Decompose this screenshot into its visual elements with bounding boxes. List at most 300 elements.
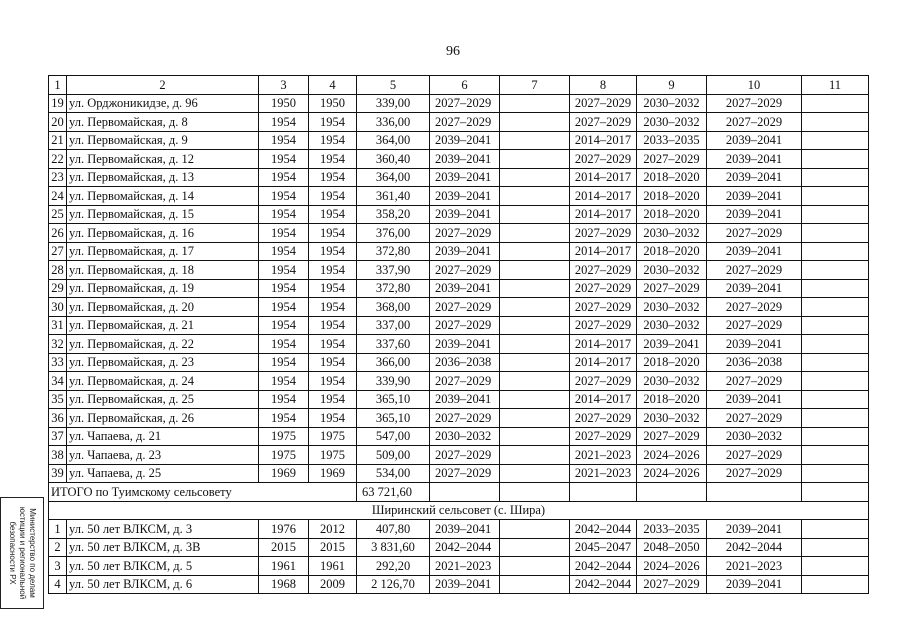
period-10-cell: 2042–2044 [707, 538, 802, 557]
section-title: Ширинский сельсовет (с. Шира) [49, 501, 869, 520]
col-11-cell [802, 335, 869, 354]
area-cell: 372,80 [357, 242, 430, 261]
col-11-cell [802, 187, 869, 206]
col-7-cell [500, 353, 570, 372]
address-cell: ул. 50 лет ВЛКСМ, д. 3В [67, 538, 259, 557]
period-overhaul-cell: 2039–2041 [430, 242, 500, 261]
registration-stamp [0, 497, 44, 609]
period-10-cell: 2027–2029 [707, 446, 802, 465]
col-7-cell [500, 298, 570, 317]
table-row [49, 520, 869, 539]
period-10-cell: 2039–2041 [707, 131, 802, 150]
year-built-cell: 1969 [259, 464, 309, 483]
table-row [49, 427, 869, 446]
address-cell: ул. Первомайская, д. 20 [67, 298, 259, 317]
empty-cell [707, 483, 802, 502]
area-cell: 364,00 [357, 131, 430, 150]
year-reconstructed-cell: 1954 [309, 131, 357, 150]
period-10-cell: 2039–2041 [707, 335, 802, 354]
period-10-cell: 2039–2041 [707, 168, 802, 187]
period-8-cell: 2014–2017 [570, 390, 637, 409]
period-overhaul-cell: 2027–2029 [430, 94, 500, 113]
table-row [49, 205, 869, 224]
table-row [49, 390, 869, 409]
year-reconstructed-cell: 1954 [309, 298, 357, 317]
address-cell: ул. Первомайская, д. 15 [67, 205, 259, 224]
area-cell: 292,20 [357, 557, 430, 576]
period-overhaul-cell: 2042–2044 [430, 538, 500, 557]
col-11-cell [802, 113, 869, 132]
year-reconstructed-cell: 1954 [309, 168, 357, 187]
period-overhaul-cell: 2027–2029 [430, 372, 500, 391]
row-number-cell: 32 [49, 335, 67, 354]
period-10-cell: 2027–2029 [707, 94, 802, 113]
row-number-cell: 25 [49, 205, 67, 224]
row-number-cell: 23 [49, 168, 67, 187]
period-10-cell: 2039–2041 [707, 242, 802, 261]
row-number-cell: 20 [49, 113, 67, 132]
period-9-cell: 2018–2020 [637, 205, 707, 224]
period-8-cell: 2027–2029 [570, 298, 637, 317]
address-cell: ул. Первомайская, д. 26 [67, 409, 259, 428]
row-number-cell: 27 [49, 242, 67, 261]
period-overhaul-cell: 2039–2041 [430, 187, 500, 206]
area-cell: 365,10 [357, 409, 430, 428]
area-cell: 547,00 [357, 427, 430, 446]
col-11-cell [802, 372, 869, 391]
column-header-1: 1 [49, 76, 67, 95]
period-9-cell: 2024–2026 [637, 464, 707, 483]
year-built-cell: 1976 [259, 520, 309, 539]
year-reconstructed-cell: 1954 [309, 335, 357, 354]
row-number-cell: 31 [49, 316, 67, 335]
period-10-cell: 2039–2041 [707, 575, 802, 594]
row-number-cell: 3 [49, 557, 67, 576]
period-10-cell: 2027–2029 [707, 261, 802, 280]
period-9-cell: 2033–2035 [637, 520, 707, 539]
year-built-cell: 1954 [259, 372, 309, 391]
col-11-cell [802, 298, 869, 317]
empty-cell [500, 483, 570, 502]
column-header-7: 7 [500, 76, 570, 95]
column-header-5: 5 [357, 76, 430, 95]
area-cell: 534,00 [357, 464, 430, 483]
row-number-cell: 19 [49, 94, 67, 113]
area-cell: 336,00 [357, 113, 430, 132]
table-row [49, 446, 869, 465]
row-number-cell: 26 [49, 224, 67, 243]
period-10-cell: 2039–2041 [707, 205, 802, 224]
col-11-cell [802, 131, 869, 150]
col-7-cell [500, 242, 570, 261]
column-header-4: 4 [309, 76, 357, 95]
stamp-text: Министерство по делам юстиции и региональной безопасности РХ [8, 506, 37, 600]
address-cell: ул. Чапаева, д. 23 [67, 446, 259, 465]
col-7-cell [500, 150, 570, 169]
table-row [49, 353, 869, 372]
table-row [49, 464, 869, 483]
table-row [49, 372, 869, 391]
area-cell: 339,90 [357, 372, 430, 391]
address-cell: ул. Первомайская, д. 22 [67, 335, 259, 354]
table-row [49, 298, 869, 317]
year-reconstructed-cell: 1975 [309, 446, 357, 465]
row-number-cell: 39 [49, 464, 67, 483]
address-cell: ул. Первомайская, д. 19 [67, 279, 259, 298]
period-8-cell: 2027–2029 [570, 261, 637, 280]
section-header-row [49, 501, 869, 520]
area-cell: 509,00 [357, 446, 430, 465]
year-reconstructed-cell: 1954 [309, 187, 357, 206]
year-reconstructed-cell: 1975 [309, 427, 357, 446]
area-cell: 339,00 [357, 94, 430, 113]
period-10-cell: 2027–2029 [707, 224, 802, 243]
table-row [49, 150, 869, 169]
col-7-cell [500, 187, 570, 206]
year-built-cell: 1954 [259, 298, 309, 317]
table-row [49, 575, 869, 594]
area-cell: 3 831,60 [357, 538, 430, 557]
period-8-cell: 2027–2029 [570, 316, 637, 335]
period-overhaul-cell: 2027–2029 [430, 224, 500, 243]
period-8-cell: 2014–2017 [570, 187, 637, 206]
col-7-cell [500, 409, 570, 428]
col-7-cell [500, 372, 570, 391]
period-overhaul-cell: 2027–2029 [430, 261, 500, 280]
year-reconstructed-cell: 1954 [309, 242, 357, 261]
year-reconstructed-cell: 1954 [309, 261, 357, 280]
year-reconstructed-cell: 2009 [309, 575, 357, 594]
row-number-cell: 38 [49, 446, 67, 465]
table-row [49, 224, 869, 243]
year-reconstructed-cell: 1954 [309, 205, 357, 224]
period-8-cell: 2021–2023 [570, 446, 637, 465]
table-row [49, 261, 869, 280]
col-11-cell [802, 316, 869, 335]
col-11-cell [802, 446, 869, 465]
area-cell: 337,60 [357, 335, 430, 354]
address-cell: ул. Первомайская, д. 14 [67, 187, 259, 206]
period-8-cell: 2014–2017 [570, 168, 637, 187]
row-number-cell: 22 [49, 150, 67, 169]
table-row [49, 94, 869, 113]
table-row [49, 279, 869, 298]
empty-cell [637, 483, 707, 502]
period-9-cell: 2024–2026 [637, 557, 707, 576]
row-number-cell: 29 [49, 279, 67, 298]
area-cell: 364,00 [357, 168, 430, 187]
column-header-2: 2 [67, 76, 259, 95]
period-overhaul-cell: 2039–2041 [430, 520, 500, 539]
period-8-cell: 2014–2017 [570, 335, 637, 354]
col-11-cell [802, 279, 869, 298]
period-overhaul-cell: 2030–2032 [430, 427, 500, 446]
col-11-cell [802, 464, 869, 483]
period-overhaul-cell: 2027–2029 [430, 316, 500, 335]
table-row [49, 131, 869, 150]
address-cell: ул. Первомайская, д. 24 [67, 372, 259, 391]
col-7-cell [500, 464, 570, 483]
period-10-cell: 2027–2029 [707, 464, 802, 483]
period-8-cell: 2014–2017 [570, 353, 637, 372]
col-7-cell [500, 446, 570, 465]
address-cell: ул. Чапаева, д. 25 [67, 464, 259, 483]
period-8-cell: 2042–2044 [570, 557, 637, 576]
period-10-cell: 2039–2041 [707, 150, 802, 169]
period-8-cell: 2014–2017 [570, 242, 637, 261]
row-number-cell: 35 [49, 390, 67, 409]
col-7-cell [500, 261, 570, 280]
year-built-cell: 1954 [259, 409, 309, 428]
column-header-6: 6 [430, 76, 500, 95]
col-11-cell [802, 409, 869, 428]
table-row [49, 409, 869, 428]
col-7-cell [500, 113, 570, 132]
year-built-cell: 1975 [259, 446, 309, 465]
period-8-cell: 2027–2029 [570, 94, 637, 113]
period-9-cell: 2018–2020 [637, 390, 707, 409]
period-overhaul-cell: 2027–2029 [430, 446, 500, 465]
period-10-cell: 2027–2029 [707, 372, 802, 391]
period-9-cell: 2018–2020 [637, 187, 707, 206]
total-label: ИТОГО по Туимскому сельсовету [49, 483, 357, 502]
period-10-cell: 2027–2029 [707, 298, 802, 317]
total-value: 63 721,60 [357, 483, 430, 502]
empty-cell [802, 483, 869, 502]
period-9-cell: 2030–2032 [637, 409, 707, 428]
row-number-cell: 28 [49, 261, 67, 280]
period-overhaul-cell: 2027–2029 [430, 464, 500, 483]
period-overhaul-cell: 2039–2041 [430, 168, 500, 187]
period-9-cell: 2030–2032 [637, 113, 707, 132]
col-7-cell [500, 427, 570, 446]
period-10-cell: 2036–2038 [707, 353, 802, 372]
address-cell: ул. Чапаева, д. 21 [67, 427, 259, 446]
address-cell: ул. Первомайская, д. 8 [67, 113, 259, 132]
col-11-cell [802, 168, 869, 187]
period-overhaul-cell: 2039–2041 [430, 390, 500, 409]
year-built-cell: 1954 [259, 187, 309, 206]
period-overhaul-cell: 2039–2041 [430, 150, 500, 169]
table-row [49, 538, 869, 557]
col-11-cell [802, 205, 869, 224]
period-8-cell: 2045–2047 [570, 538, 637, 557]
period-8-cell: 2027–2029 [570, 409, 637, 428]
year-reconstructed-cell: 1961 [309, 557, 357, 576]
period-overhaul-cell: 2039–2041 [430, 131, 500, 150]
year-reconstructed-cell: 2012 [309, 520, 357, 539]
col-7-cell [500, 94, 570, 113]
col-7-cell [500, 279, 570, 298]
row-number-cell: 24 [49, 187, 67, 206]
table-row [49, 242, 869, 261]
col-7-cell [500, 557, 570, 576]
period-9-cell: 2030–2032 [637, 298, 707, 317]
address-cell: ул. Орджоникидзе, д. 96 [67, 94, 259, 113]
period-overhaul-cell: 2027–2029 [430, 113, 500, 132]
period-8-cell: 2014–2017 [570, 205, 637, 224]
col-11-cell [802, 261, 869, 280]
address-cell: ул. Первомайская, д. 12 [67, 150, 259, 169]
period-9-cell: 2027–2029 [637, 575, 707, 594]
column-header-9: 9 [637, 76, 707, 95]
period-9-cell: 2024–2026 [637, 446, 707, 465]
area-cell: 372,80 [357, 279, 430, 298]
area-cell: 366,00 [357, 353, 430, 372]
col-7-cell [500, 316, 570, 335]
buildings-table [48, 75, 869, 594]
period-8-cell: 2014–2017 [570, 131, 637, 150]
address-cell: ул. Первомайская, д. 13 [67, 168, 259, 187]
col-7-cell [500, 520, 570, 539]
col-11-cell [802, 520, 869, 539]
row-number-cell: 1 [49, 520, 67, 539]
year-reconstructed-cell: 1954 [309, 279, 357, 298]
period-9-cell: 2018–2020 [637, 168, 707, 187]
empty-cell [570, 483, 637, 502]
period-9-cell: 2027–2029 [637, 279, 707, 298]
period-9-cell: 2030–2032 [637, 224, 707, 243]
empty-cell [430, 483, 500, 502]
row-number-cell: 33 [49, 353, 67, 372]
area-cell: 368,00 [357, 298, 430, 317]
col-11-cell [802, 224, 869, 243]
total-row [49, 483, 869, 502]
period-9-cell: 2039–2041 [637, 335, 707, 354]
col-11-cell [802, 538, 869, 557]
year-built-cell: 1954 [259, 279, 309, 298]
period-10-cell: 2039–2041 [707, 520, 802, 539]
col-11-cell [802, 575, 869, 594]
table-row [49, 113, 869, 132]
row-number-cell: 37 [49, 427, 67, 446]
period-10-cell: 2027–2029 [707, 316, 802, 335]
area-cell: 337,00 [357, 316, 430, 335]
year-built-cell: 1954 [259, 113, 309, 132]
period-10-cell: 2030–2032 [707, 427, 802, 446]
col-11-cell [802, 390, 869, 409]
period-9-cell: 2027–2029 [637, 150, 707, 169]
area-cell: 365,10 [357, 390, 430, 409]
table-row [49, 335, 869, 354]
row-number-cell: 4 [49, 575, 67, 594]
period-10-cell: 2039–2041 [707, 187, 802, 206]
column-header-11: 11 [802, 76, 869, 95]
period-overhaul-cell: 2039–2041 [430, 205, 500, 224]
row-number-cell: 2 [49, 538, 67, 557]
row-number-cell: 36 [49, 409, 67, 428]
year-reconstructed-cell: 1950 [309, 94, 357, 113]
row-number-cell: 34 [49, 372, 67, 391]
table-row [49, 316, 869, 335]
address-cell: ул. Первомайская, д. 18 [67, 261, 259, 280]
period-overhaul-cell: 2039–2041 [430, 335, 500, 354]
period-10-cell: 2039–2041 [707, 279, 802, 298]
year-built-cell: 1954 [259, 168, 309, 187]
period-9-cell: 2018–2020 [637, 242, 707, 261]
area-cell: 358,20 [357, 205, 430, 224]
period-overhaul-cell: 2027–2029 [430, 298, 500, 317]
period-overhaul-cell: 2036–2038 [430, 353, 500, 372]
year-reconstructed-cell: 1954 [309, 409, 357, 428]
area-cell: 2 126,70 [357, 575, 430, 594]
col-11-cell [802, 242, 869, 261]
col-7-cell [500, 224, 570, 243]
col-7-cell [500, 575, 570, 594]
year-reconstructed-cell: 1954 [309, 353, 357, 372]
year-built-cell: 1954 [259, 205, 309, 224]
year-reconstructed-cell: 1954 [309, 316, 357, 335]
period-9-cell: 2030–2032 [637, 261, 707, 280]
year-built-cell: 1961 [259, 557, 309, 576]
area-cell: 376,00 [357, 224, 430, 243]
address-cell: ул. Первомайская, д. 9 [67, 131, 259, 150]
col-7-cell [500, 335, 570, 354]
period-8-cell: 2027–2029 [570, 279, 637, 298]
col-7-cell [500, 168, 570, 187]
table-row [49, 557, 869, 576]
table-row [49, 187, 869, 206]
area-cell: 337,90 [357, 261, 430, 280]
address-cell: ул. Первомайская, д. 21 [67, 316, 259, 335]
period-9-cell: 2027–2029 [637, 427, 707, 446]
address-cell: ул. 50 лет ВЛКСМ, д. 5 [67, 557, 259, 576]
col-11-cell [802, 353, 869, 372]
period-overhaul-cell: 2027–2029 [430, 409, 500, 428]
row-number-cell: 21 [49, 131, 67, 150]
area-cell: 361,40 [357, 187, 430, 206]
period-8-cell: 2021–2023 [570, 464, 637, 483]
period-9-cell: 2030–2032 [637, 372, 707, 391]
period-overhaul-cell: 2039–2041 [430, 279, 500, 298]
period-8-cell: 2027–2029 [570, 224, 637, 243]
period-8-cell: 2027–2029 [570, 113, 637, 132]
col-7-cell [500, 131, 570, 150]
year-reconstructed-cell: 1969 [309, 464, 357, 483]
row-number-cell: 30 [49, 298, 67, 317]
address-cell: ул. Первомайская, д. 17 [67, 242, 259, 261]
period-overhaul-cell: 2039–2041 [430, 575, 500, 594]
address-cell: ул. Первомайская, д. 16 [67, 224, 259, 243]
period-10-cell: 2039–2041 [707, 390, 802, 409]
table-row [49, 168, 869, 187]
area-cell: 407,80 [357, 520, 430, 539]
address-cell: ул. 50 лет ВЛКСМ, д. 3 [67, 520, 259, 539]
year-built-cell: 1954 [259, 316, 309, 335]
period-10-cell: 2021–2023 [707, 557, 802, 576]
column-header-3: 3 [259, 76, 309, 95]
period-9-cell: 2033–2035 [637, 131, 707, 150]
year-built-cell: 1954 [259, 131, 309, 150]
year-built-cell: 1954 [259, 242, 309, 261]
year-reconstructed-cell: 2015 [309, 538, 357, 557]
year-built-cell: 1954 [259, 353, 309, 372]
period-10-cell: 2027–2029 [707, 409, 802, 428]
year-built-cell: 1968 [259, 575, 309, 594]
year-built-cell: 1954 [259, 335, 309, 354]
year-built-cell: 1950 [259, 94, 309, 113]
area-cell: 360,40 [357, 150, 430, 169]
period-8-cell: 2027–2029 [570, 150, 637, 169]
year-reconstructed-cell: 1954 [309, 150, 357, 169]
period-9-cell: 2048–2050 [637, 538, 707, 557]
address-cell: ул. 50 лет ВЛКСМ, д. 6 [67, 575, 259, 594]
period-8-cell: 2027–2029 [570, 427, 637, 446]
period-overhaul-cell: 2021–2023 [430, 557, 500, 576]
table-header-row [49, 76, 869, 95]
col-11-cell [802, 427, 869, 446]
period-8-cell: 2042–2044 [570, 575, 637, 594]
